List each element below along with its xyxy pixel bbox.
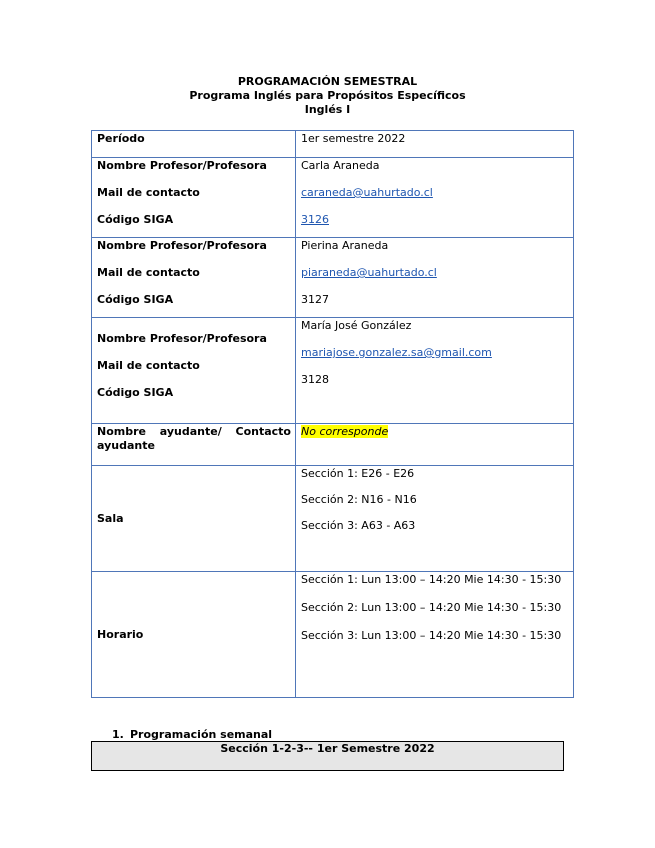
horario-seccion-3: Sección 3: Lun 13:00 – 14:20 Mie 14:30 - 15:30 <box>301 629 562 642</box>
row-periodo <box>92 131 574 158</box>
label-siga: Código SIGA <box>97 213 174 226</box>
schedule-header-label: Sección 1-2-3-- 1er Semestre 2022 <box>220 742 435 755</box>
schedule-header-bar <box>91 741 564 771</box>
row-profesor-2 <box>92 238 574 318</box>
label-sala: Sala <box>97 511 124 525</box>
profesor-2-mail-link[interactable]: piaraneda@uahurtado.cl <box>301 266 437 279</box>
course-info-table <box>91 130 574 698</box>
label-siga: Código SIGA <box>97 293 174 306</box>
horario-seccion-1: Sección 1: Lun 13:00 – 14:20 Mie 14:30 - 15:30 <box>301 573 562 586</box>
title-line-3: Inglés I <box>304 103 351 116</box>
sala-seccion-1: Sección 1: E26 - E26 <box>301 467 415 480</box>
profesor-3-nombre: María José González <box>301 319 412 332</box>
label-siga: Código SIGA <box>97 385 174 399</box>
profesor-1-nombre: Carla Araneda <box>301 159 380 172</box>
row-profesor-3 <box>92 318 574 424</box>
label-ayudante: Nombre ayudante/ Contacto ayudante <box>97 425 291 452</box>
label-mail: Mail de contacto <box>97 266 200 279</box>
row-horario <box>92 572 574 698</box>
title-line-1: PROGRAMACIÓN SEMESTRAL <box>237 75 418 88</box>
label-profesor: Nombre Profesor/Profesora <box>97 239 267 252</box>
profesor-1-siga-link[interactable]: 3126 <box>301 213 329 226</box>
label-mail: Mail de contacto <box>97 186 200 199</box>
document-title <box>0 75 655 117</box>
row-sala <box>92 466 574 572</box>
label-mail: Mail de contacto <box>97 358 200 372</box>
sala-seccion-2: Sección 2: N16 - N16 <box>301 493 417 506</box>
label-periodo: Período <box>97 132 145 145</box>
label-profesor: Nombre Profesor/Profesora <box>97 331 267 345</box>
title-line-2: Programa Inglés para Propósitos Específicos <box>189 89 466 102</box>
section-heading-programacion <box>112 728 272 742</box>
horario-seccion-2: Sección 2: Lun 13:00 – 14:20 Mie 14:30 - 15:30 <box>301 601 562 614</box>
row-ayudante <box>92 424 574 466</box>
row-profesor-1 <box>92 158 574 238</box>
ayudante-value: No corresponde <box>301 425 389 438</box>
label-horario: Horario <box>97 627 144 641</box>
section-title: Programación semanal <box>130 728 273 741</box>
profesor-3-siga: 3128 <box>301 373 329 386</box>
value-periodo: 1er semestre 2022 <box>301 132 406 145</box>
sala-seccion-3: Sección 3: A63 - A63 <box>301 519 416 532</box>
label-profesor: Nombre Profesor/Profesora <box>97 159 267 172</box>
profesor-1-mail-link[interactable]: caraneda@uahurtado.cl <box>301 186 433 199</box>
section-number: 1. <box>112 728 124 741</box>
profesor-2-nombre: Pierina Araneda <box>301 239 389 252</box>
profesor-3-mail-link[interactable]: mariajose.gonzalez.sa@gmail.com <box>301 346 492 359</box>
profesor-2-siga: 3127 <box>301 293 329 306</box>
